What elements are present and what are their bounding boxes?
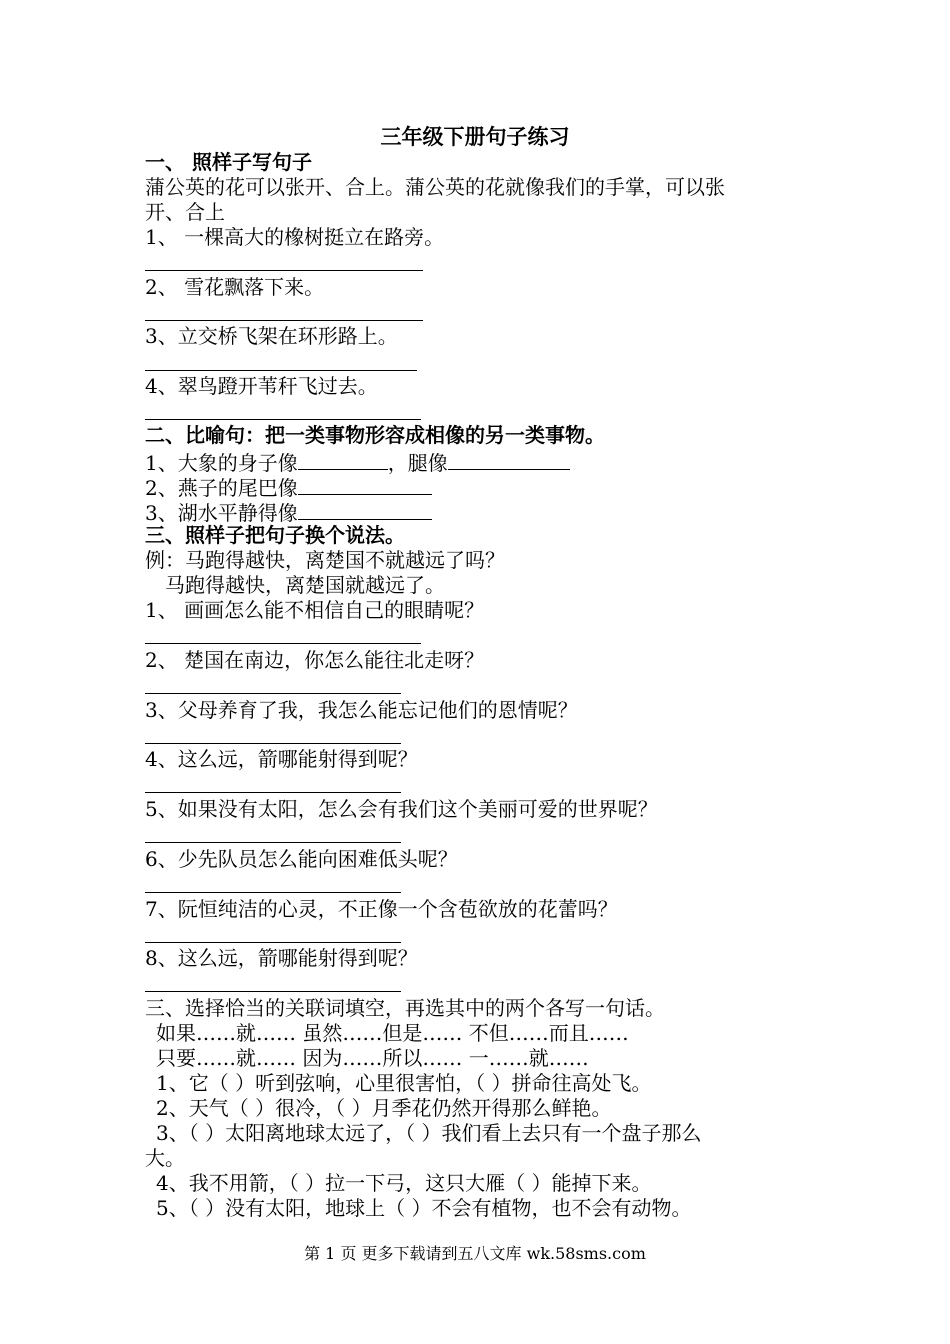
blank[interactable] — [298, 497, 432, 520]
answer-line[interactable] — [145, 419, 421, 420]
section1-item-4: 4、翠鸟蹬开苇秆飞过去。 — [145, 374, 378, 398]
section3-item-5: 5、如果没有太阳，怎么会有我们这个美丽可爱的世界呢？ — [145, 797, 658, 821]
section1-item-1: 1、 一棵高大的橡树挺立在路旁。 — [145, 225, 445, 249]
section1-example-line1: 蒲公英的花可以张开、合上。蒲公英的花就像我们的手掌，可以张 — [145, 175, 725, 199]
question-text: 3、湖水平静得像 — [145, 501, 298, 525]
section3-item-6: 6、少先队员怎么能向困难低头呢？ — [145, 847, 458, 871]
blank[interactable] — [298, 447, 388, 470]
section3-item-3: 3、父母养育了我，我怎么能忘记他们的恩情呢？ — [145, 698, 578, 722]
section2-heading: 二、比喻句：把一类事物形容成相像的另一类事物。 — [145, 423, 605, 447]
answer-line[interactable] — [145, 743, 401, 744]
conjunction-options-2: 只要……就…… 因为……所以…… 一……就…… — [156, 1046, 589, 1070]
section3-item-8: 8、这么远，箭哪能射得到呢？ — [145, 946, 418, 970]
conjunction-options-1: 如果……就…… 虽然……但是…… 不但……而且…… — [156, 1021, 629, 1045]
answer-line[interactable] — [145, 991, 401, 992]
section4-question-1: 1、它（ ）听到弦响，心里很害怕，（ ）拼命往高处飞。 — [156, 1071, 652, 1095]
blank[interactable] — [448, 447, 570, 470]
page-footer: 第 1 页 更多下载请到五八文库 wk.58sms.com — [304, 1244, 646, 1263]
section1-item-3: 3、立交桥飞架在环形路上。 — [145, 324, 398, 348]
answer-line[interactable] — [145, 693, 401, 694]
section3-heading: 三、照样子把句子换个说法。 — [145, 523, 405, 547]
answer-line[interactable] — [145, 370, 417, 371]
section4-question-4: 4、我不用箭，（ ）拉一下弓，这只大雁（ ）能掉下来。 — [156, 1171, 652, 1195]
section4-heading: 三、选择恰当的关联词填空，再选其中的两个各写一句话。 — [145, 996, 665, 1020]
section4-question-5: 5、（ ）没有太阳，地球上（ ）不会有植物，也不会有动物。 — [156, 1196, 692, 1220]
question-text: 2、燕子的尾巴像 — [145, 476, 298, 500]
section3-item-7: 7、阮恒纯洁的心灵，不正像一个含苞欲放的花蕾吗？ — [145, 897, 618, 921]
section4-question-3-line1: 3、（ ）太阳离地球太远了，（ ）我们看上去只有一个盘子那么 — [156, 1121, 702, 1145]
question-text: 1、大象的身子像 — [145, 451, 298, 475]
page-title: 三年级下册句子练习 — [380, 124, 570, 149]
section3-example-question: 例：马跑得越快，离楚国不就越远了吗？ — [145, 548, 505, 572]
section1-item-2: 2、 雪花飘落下来。 — [145, 275, 325, 299]
section1-example-line2: 开、合上 — [145, 200, 225, 224]
answer-line[interactable] — [145, 892, 401, 893]
answer-line[interactable] — [145, 792, 401, 793]
answer-line[interactable] — [145, 942, 401, 943]
answer-line[interactable] — [145, 643, 421, 644]
question-text: ，腿像 — [387, 451, 448, 475]
answer-line[interactable] — [145, 842, 401, 843]
section3-item-2: 2、 楚国在南边，你怎么能往北走呀？ — [145, 648, 485, 672]
blank[interactable] — [298, 472, 432, 495]
answer-line[interactable] — [145, 270, 423, 271]
section3-item-4: 4、这么远，箭哪能射得到呢？ — [145, 747, 418, 771]
section3-item-1: 1、 画画怎么能不相信自己的眼睛呢？ — [145, 598, 485, 622]
section3-example-answer: 马跑得越快，离楚国就越远了。 — [165, 573, 445, 597]
section1-heading: 一、 照样子写句子 — [145, 150, 312, 174]
answer-line[interactable] — [145, 320, 423, 321]
section4-question-2: 2、天气（ ）很冷，（ ）月季花仍然开得那么鲜艳。 — [156, 1096, 612, 1120]
section4-question-3-line2: 大。 — [145, 1146, 185, 1170]
